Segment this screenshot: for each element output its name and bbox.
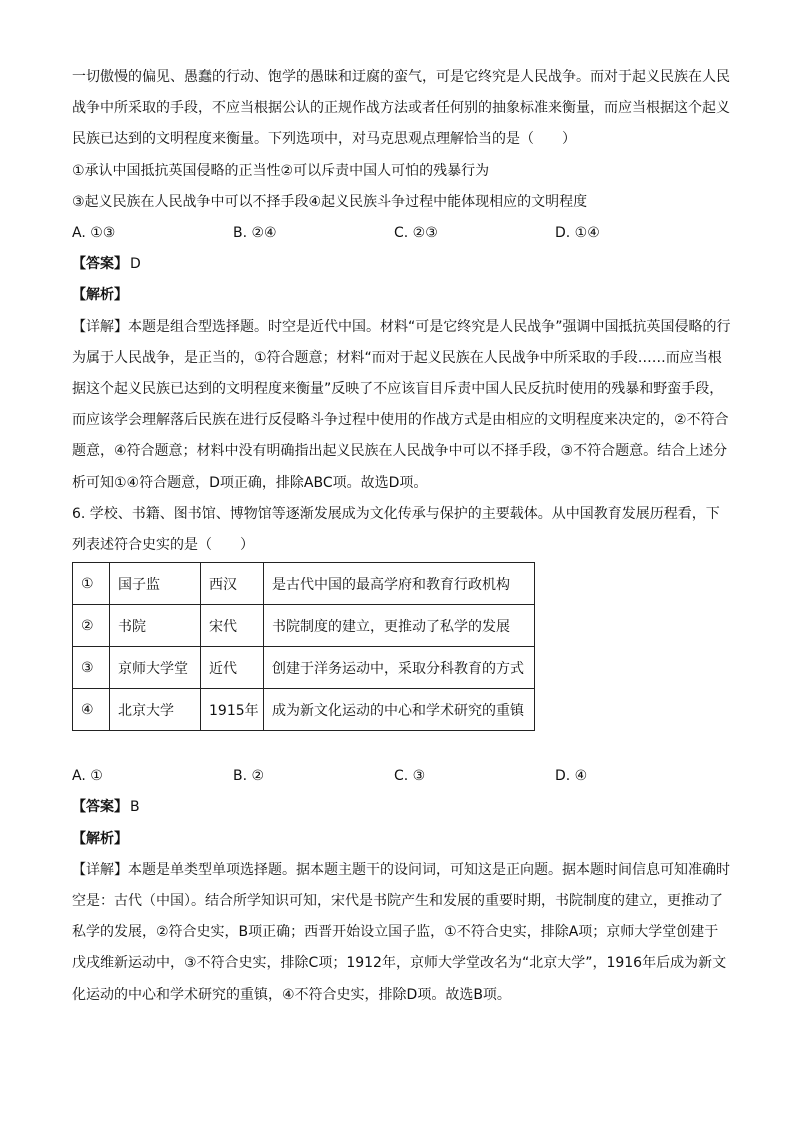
q5-answer-value: D [130,256,141,273]
q5-option-a: A. ①③ [72,224,116,241]
document-page [72,62,732,1011]
table-cell: 宋代 [201,605,264,647]
table-cell: 北京大学 [110,689,201,731]
q5-statement-1: ①承认中国抵抗英国侵略的正当性②可以斥责中国人可怕的残暴行为 [72,162,490,179]
q5-stem: 一切傲慢的偏见、愚蠢的行动、饱学的愚昧和迂腐的蛮气，可是它终究是人民战争。而对于起义民族在人民战争中所采取的手段，不应当根据公认的正规作战方法或者任何别的抽象标准来衡量，而应当根据这个起义民族已达到的文明程度来衡量。下列选项中，对马克思观点理解恰当的是（ ） [72,69,730,148]
table-cell: 书院制度的建立，更推动了私学的发展 [264,605,535,647]
q6-answer-value: B [130,799,140,816]
table-cell: ① [73,563,110,605]
table-cell: 西汉 [201,563,264,605]
q5-option-d: D. ①④ [555,224,600,241]
q5-answer-label: 【答案】 [72,256,128,273]
q6-options [72,761,732,792]
q5-detail: 【详解】本题是组合型选择题。时空是近代中国。材料“可是它终究是人民战争”强调中国抵抗英国侵略的行为属于人民战争，是正当的，①符合题意；材料“而对于起义民族在人民战争中所采取的手段……而应当根据这个起义民族已达到的文明程度来衡量”反映了不应该盲目斥责中国人民反抗时使用的残暴和野蛮手段，而应该学会理解落后民族在进行反侵略斗争过程中使用的作战方式是由相应的文明程度来决定的，②不符合题意，④符合题意；材料中没有明确指出起义民族在人民战争中可以不择手段，③不符合题意。结合上述分析可知①④符合题意，D项正确，排除ABC项。故选D项。 [72,318,731,491]
table-cell: 书院 [110,605,201,647]
q6-option-a: A. ① [72,768,103,785]
q5-statement-2: ③起义民族在人民战争中可以不择手段④起义民族斗争过程中能体现相应的文明程度 [72,193,588,210]
table-cell: 国子监 [110,563,201,605]
q6-option-d: D. ④ [555,768,588,785]
table-cell: 1915年 [201,689,264,731]
table-row [73,605,535,647]
q5-answer [72,249,732,280]
q5-analysis-label: 【解析】 [72,287,128,304]
q5-options [72,218,732,249]
table-cell: 创建于洋务运动中，采取分科教育的方式 [264,647,535,689]
table-cell: ② [73,605,110,647]
q5-option-b: B. ②④ [233,224,277,241]
table-cell: 近代 [201,647,264,689]
q6-table [72,562,535,731]
q6-answer [72,792,732,823]
table-row [73,689,535,731]
table-cell: ④ [73,689,110,731]
table-cell: 成为新文化运动的中心和学术研究的重镇 [264,689,535,731]
q6-analysis-label: 【解析】 [72,830,128,847]
q6-option-c: C. ③ [394,768,426,785]
table-row [73,647,535,689]
q5-option-c: C. ②③ [394,224,438,241]
q6-stem: 6. 学校、书籍、图书馆、博物馆等逐渐发展成为文化传承与保护的主要载体。从中国教育发展历程看，下列表述符合史实的是（ ） [72,505,720,553]
spacer [72,735,732,761]
q6-option-b: B. ② [233,768,265,785]
table-cell: 是古代中国的最高学府和教育行政机构 [264,563,535,605]
q6-detail: 【详解】本题是单类型单项选择题。据本题主题干的设问词，可知这是正向题。据本题时间信息可知准确时空是：古代（中国）。结合所学知识可知，宋代是书院产生和发展的重要时期，书院制度的建立，更推动了私学的发展，②符合史实，B项正确；西晋开始设立国子监，①不符合史实，排除A项；京师大学堂创建于戊戌维新运动中，③不符合史实，排除C项；1912年，京师大学堂改名为“北京大学”，1916年后成为新文化运动的中心和学术研究的重镇，④不符合史实，排除D项。故选B项。 [72,861,730,1003]
table-cell: ③ [73,647,110,689]
table-row [73,563,535,605]
table-cell: 京师大学堂 [110,647,201,689]
q6-answer-label: 【答案】 [72,799,128,816]
